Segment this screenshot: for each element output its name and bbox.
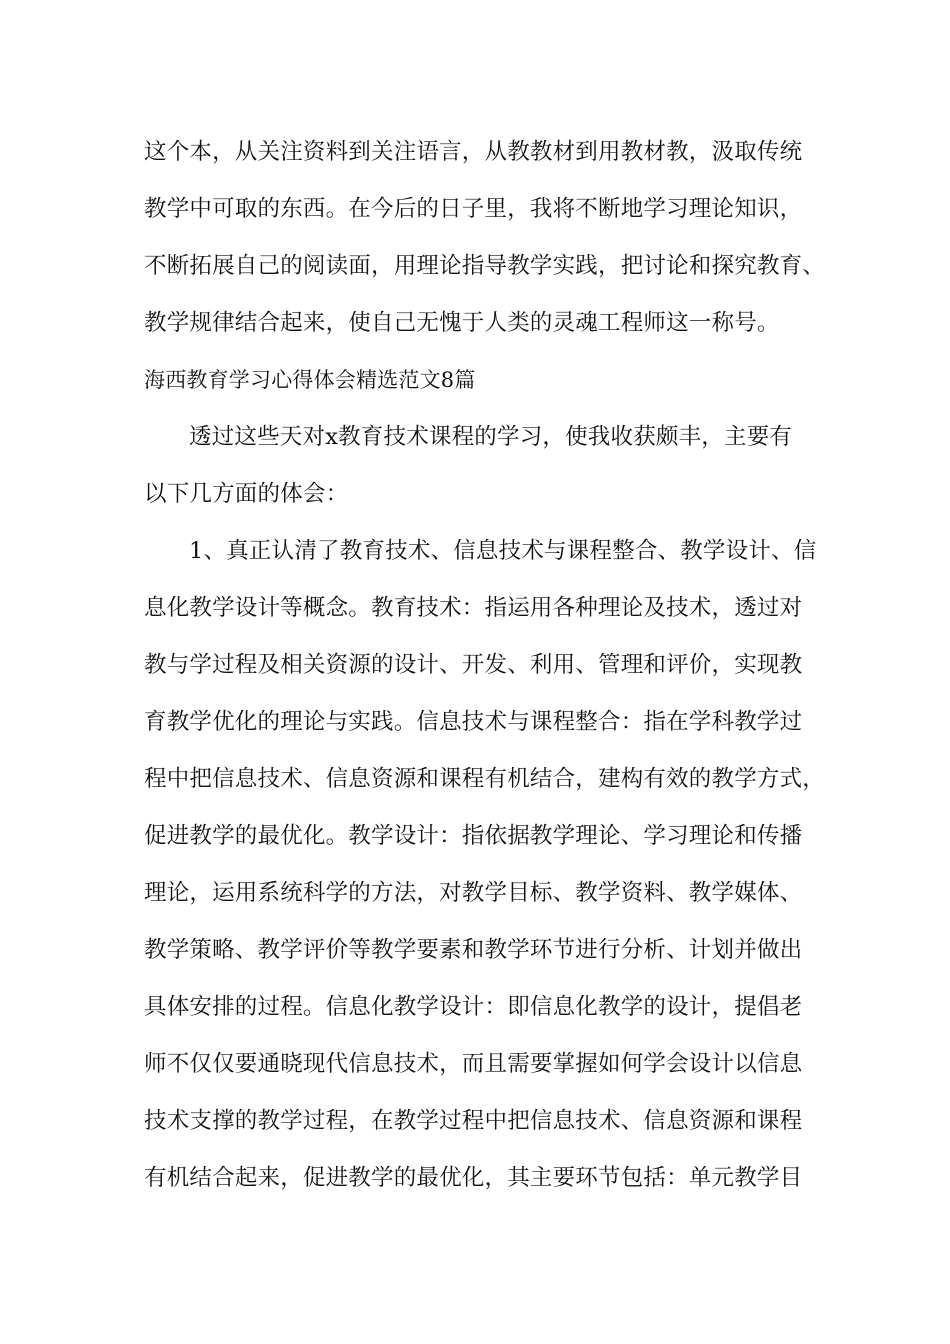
text-line: 教学中可取的东西。在今后的日子里，我将不断地学习理论知识， [144,196,803,222]
text-line: 教学规律结合起来，使自己无愧于人类的灵魂工程师这一称号。 [144,310,780,336]
text-line: 师不仅仅要通晓现代信息技术，而且需要掌握如何学会设计以信息 [144,1051,803,1077]
text-line: 具体安排的过程。信息化教学设计：即信息化教学的设计，提倡老 [144,994,803,1020]
text-line: 以下几方面的体会： [144,481,349,507]
text-line: 育教学优化的理论与实践。信息技术与课程整合：指在学科教学过 [144,709,803,735]
text-line: 促进教学的最优化。教学设计：指依据教学理论、学习理论和传播 [144,823,803,849]
text-line: 透过这些天对x教育技术课程的学习，使我收获颇丰，主要有 [189,424,793,450]
text-line: 理论，运用系统科学的方法，对教学目标、教学资料、教学媒体、 [144,880,803,906]
text-line: 1、真正认清了教育技术、信息技术与课程整合、教学设计、信 [189,538,817,564]
text-line: 程中把信息技术、信息资源和课程有机结合，建构有效的教学方式， [144,766,826,792]
text-line: 不断拓展自己的阅读面，用理论指导教学实践，把讨论和探究教育、 [144,253,826,279]
section-heading: 海西教育学习心得体会精选范文8篇 [144,368,476,392]
text-line: 息化教学设计等概念。教育技术：指运用各种理论及技术，透过对 [144,595,803,621]
text-line: 教与学过程及相关资源的设计、开发、利用、管理和评价，实现教 [144,652,803,678]
text-line: 技术支撑的教学过程，在教学过程中把信息技术、信息资源和课程 [144,1108,803,1134]
text-line: 有机结合起来，促进教学的最优化，其主要环节包括：单元教学目 [144,1165,803,1191]
text-line: 教学策略、教学评价等教学要素和教学环节进行分析、计划并做出 [144,937,803,963]
text-line: 这个本，从关注资料到关注语言，从教教材到用教材教，汲取传统 [144,139,803,165]
